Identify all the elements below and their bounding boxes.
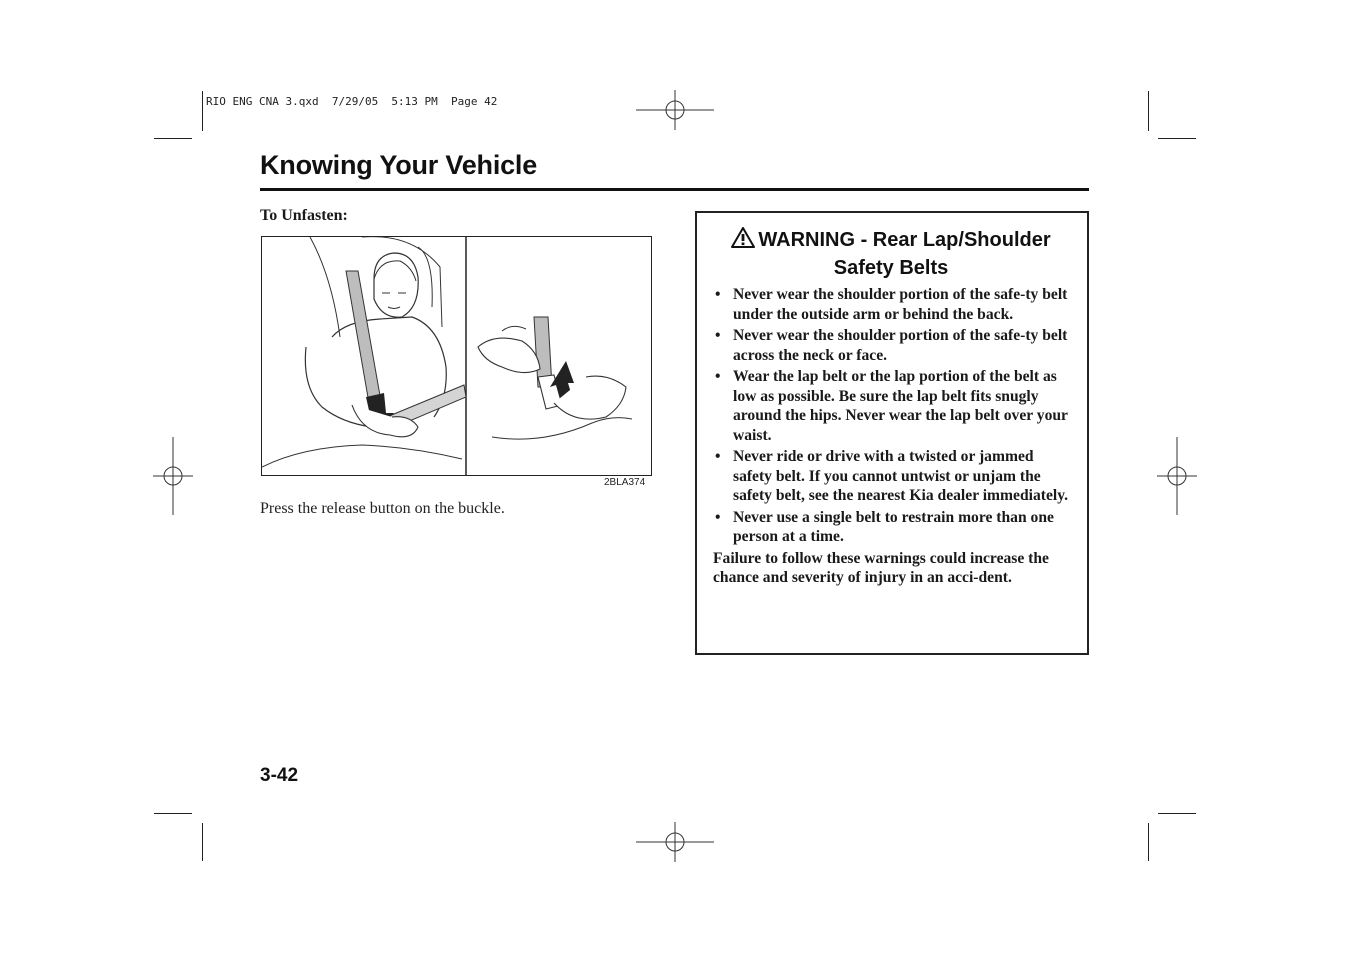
page-title: Knowing Your Vehicle	[260, 150, 538, 180]
warning-triangle-icon	[731, 227, 755, 255]
warning-item: • Never wear the shoulder portion of the safe-ty belt across the neck or face.	[713, 326, 1069, 365]
warning-item: • Never use a single belt to restrain more than one person at a time.	[713, 508, 1069, 547]
registration-mark-top	[636, 90, 714, 130]
seatbelt-illustration	[261, 236, 652, 476]
warning-heading	[713, 227, 1069, 281]
figure-caption: Press the release button on the buckle.	[260, 500, 505, 517]
warning-item: • Wear the lap belt or the lap portion of the belt as low as possible. Be sure the lap belt fits snugly around the hips. Never wear the lap belt over your waist.	[713, 367, 1069, 445]
figure-code: 2BLA374	[604, 477, 646, 488]
print-slug: RIO ENG CNA 3.qxd 7/29/05 5:13 PM Page 42	[206, 95, 498, 108]
header-rule	[260, 188, 1089, 191]
warning-item: • Never wear the shoulder portion of the safe-ty belt under the outside arm or behind the back.	[713, 285, 1069, 324]
warning-footer: Failure to follow these warnings could increase the chance and severity of injury in an acci-dent.	[713, 549, 1049, 586]
warning-item: • Never ride or drive with a twisted or jammed safety belt. If you cannot untwist or unjam the safety belt, see the nearest Kia dealer immediately.	[713, 447, 1069, 506]
registration-mark-right	[1157, 437, 1197, 515]
warning-list	[713, 285, 1069, 547]
page-number: 3-42	[260, 765, 299, 786]
section-subheading: To Unfasten:	[260, 207, 348, 224]
registration-mark-bottom	[636, 822, 714, 862]
registration-mark-left	[153, 437, 193, 515]
seatbelt-drawing	[262, 237, 651, 475]
warning-box	[695, 211, 1089, 655]
warning-heading-line2: Safety Belts	[833, 257, 949, 279]
warning-heading-line1: WARNING - Rear Lap/Shoulder	[758, 229, 1051, 251]
